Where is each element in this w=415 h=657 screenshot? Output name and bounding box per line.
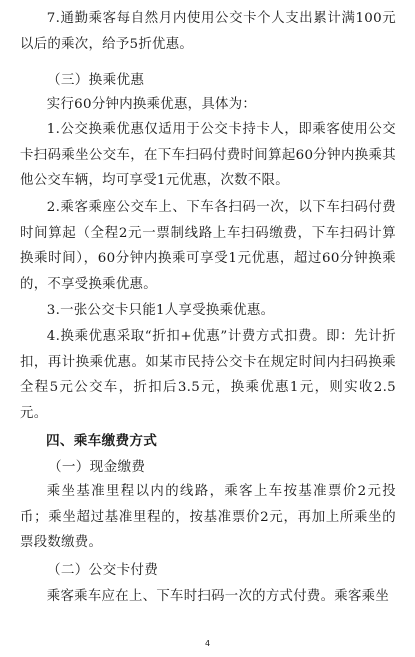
paragraph-transfer-rule-3: 3.一张公交卡只能1人享受换乘优惠。 xyxy=(46,303,275,318)
paragraph-transfer-intro: 实行60分钟内换乘优惠，具体为： xyxy=(46,97,257,112)
paragraph-transfer-rule-1: 1.公交换乘优惠仅适用于公交卡持卡人，即乘客使用公交卡扫码乘坐公交车，在下车扫码付费时间算起60分钟内换乘其他公交车辆，均可享受1元优惠，次数不限。 xyxy=(20,122,396,189)
paragraph-transfer-rule-2: 2.乘客乘座公交车上、下车各扫码一次，以下车扫码付费时间算起（全程2元一票制线路上车扫码缴费，下车扫码计算换乘时间），60分钟内换乘可享受1元优惠，超过60分钟换乘的，不享受换乘优惠。 xyxy=(20,200,396,292)
paragraph-transfer-rule-4: 4.换乘优惠采取“折扣+优惠”计费方式扣费。即：先计折扣，再计换乘优惠。如某市民持公交卡在规定时间内扫码换乘全程5元公交车，折扣后3.5元，换乘优惠1元，则实收2.5元。 xyxy=(20,329,396,421)
page-number: 4 xyxy=(204,639,211,648)
paragraph-commuter-discount: 7.通勤乘客每自然月内使用公交卡个人支出累计满100元以后的乘次，给予5折优惠。 xyxy=(20,11,396,52)
paragraph-cash-payment: 乘坐基准里程以内的线路，乘客上车按基准票价2元投币；乘坐超过基准里程的，按基准票价2元，再加上所乘坐的票段数缴费。 xyxy=(20,484,396,551)
heading-payment-methods: 四、乘车缴费方式 xyxy=(46,433,158,449)
heading-cash-payment: （一）现金缴费 xyxy=(48,459,146,475)
heading-transfer-discount: （三）换乘优惠 xyxy=(47,72,145,88)
paragraph-card-payment: 乘客乘车应在上、下车时扫码一次的方式付费。乘客乘坐 xyxy=(46,589,390,604)
heading-card-payment: （二）公交卡付费 xyxy=(47,562,159,578)
